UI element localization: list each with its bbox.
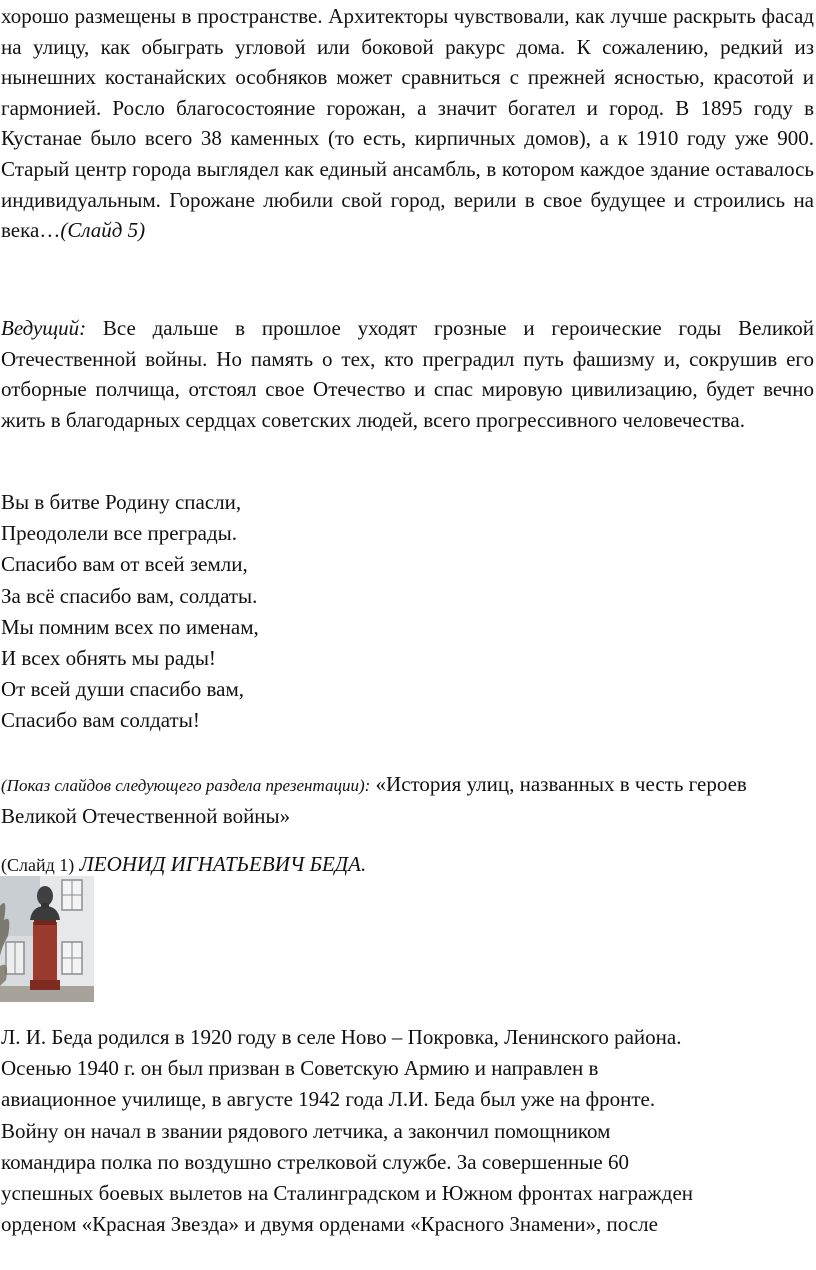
bio-line: командира полка по воздушно стрелковой службе. За совершенные 60 bbox=[1, 1149, 629, 1174]
poem-line: За всё спасибо вам, солдаты. bbox=[1, 583, 258, 608]
slide-heading bbox=[1, 849, 814, 880]
speaker-label: Ведущий: bbox=[1, 316, 87, 340]
monument-photo bbox=[0, 876, 94, 1002]
paragraph-architecture bbox=[1, 1, 814, 246]
bio-line: Осенью 1940 г. он был призван в Советскую Армию и направлен в bbox=[1, 1056, 599, 1081]
poem-line: Вы в битве Родину спасли, bbox=[1, 490, 242, 514]
slide-tag: (Слайд 1) bbox=[1, 855, 75, 875]
paragraph-architecture-text: хорошо размещены в пространстве. Архитекторы чувствовали, как лучше раскрыть фасад на улицу, как обыграть угловой или боковой ракурс дома. К сожалению, редкий из нынешних костанайских особняков может сравниться с прежней ясностью, красотой и гармонией. Росло благосостояние горожан, а значит богател и город. В 1895 году в Кустанае было всего 38 каменных (то есть, кирпичных домов), а к 1910 году уже 900. Старый центр города выглядел как единый ансамбль, в котором каждое здание оставалось индивидуальным. Горожане любили свой город, верили в свое будущее и строились на века… bbox=[1, 4, 814, 243]
poem-line: Преодолели все преграды. bbox=[1, 521, 238, 546]
bio-line: Войну он начал в звании рядового летчика, а закончил помощником bbox=[1, 1118, 611, 1143]
bio-line: успешных боевых вылетов на Сталинградском и Южном фронтах награжден bbox=[1, 1181, 694, 1206]
bio-line: Л. И. Беда родился в 1920 году в селе Ново – Покровка, Ленинского района. bbox=[1, 1025, 682, 1049]
poem-line: Спасибо вам солдаты! bbox=[1, 708, 200, 733]
bio-line: авиационное училище, в августе 1942 года Л.И. Беда был уже на фронте. bbox=[1, 1087, 656, 1112]
poem bbox=[1, 487, 814, 737]
bio-line: орденом «Красная Звезда» и двумя орденами «Красного Знамени», после bbox=[1, 1212, 658, 1237]
poem-line: Спасибо вам от всей земли, bbox=[1, 552, 248, 577]
host-speech-text: Все дальше в прошлое уходят грозные и героические годы Великой Отечественной войны. Но память о тех, кто преградил путь фашизму и, сокрушив его отборные полчища, отстоял свое Отечество и спас мировую цивилизацию, будет вечно жить в благодарных сердцах советских людей, всего прогрессивного человечества. bbox=[1, 316, 814, 432]
biography-paragraph bbox=[1, 1022, 814, 1240]
poem-line: Мы помним всех по именам, bbox=[1, 614, 259, 639]
poem-line: От всей души спасибо вам, bbox=[1, 677, 244, 702]
poem-line: И всех обнять мы рады! bbox=[1, 646, 216, 671]
presentation-note: (Показ слайдов следующего раздела презентации): bbox=[1, 776, 371, 795]
hero-name: ЛЕОНИД ИГНАТЬЕВИЧ БЕДА. bbox=[74, 852, 367, 876]
paragraph-host-speech bbox=[1, 313, 814, 435]
slide-reference-5: (Слайд 5) bbox=[60, 218, 146, 243]
presentation-title: «История улиц, названных в честь героев Великой Отечественной войны» bbox=[1, 772, 747, 828]
presentation-section-title bbox=[1, 769, 814, 832]
